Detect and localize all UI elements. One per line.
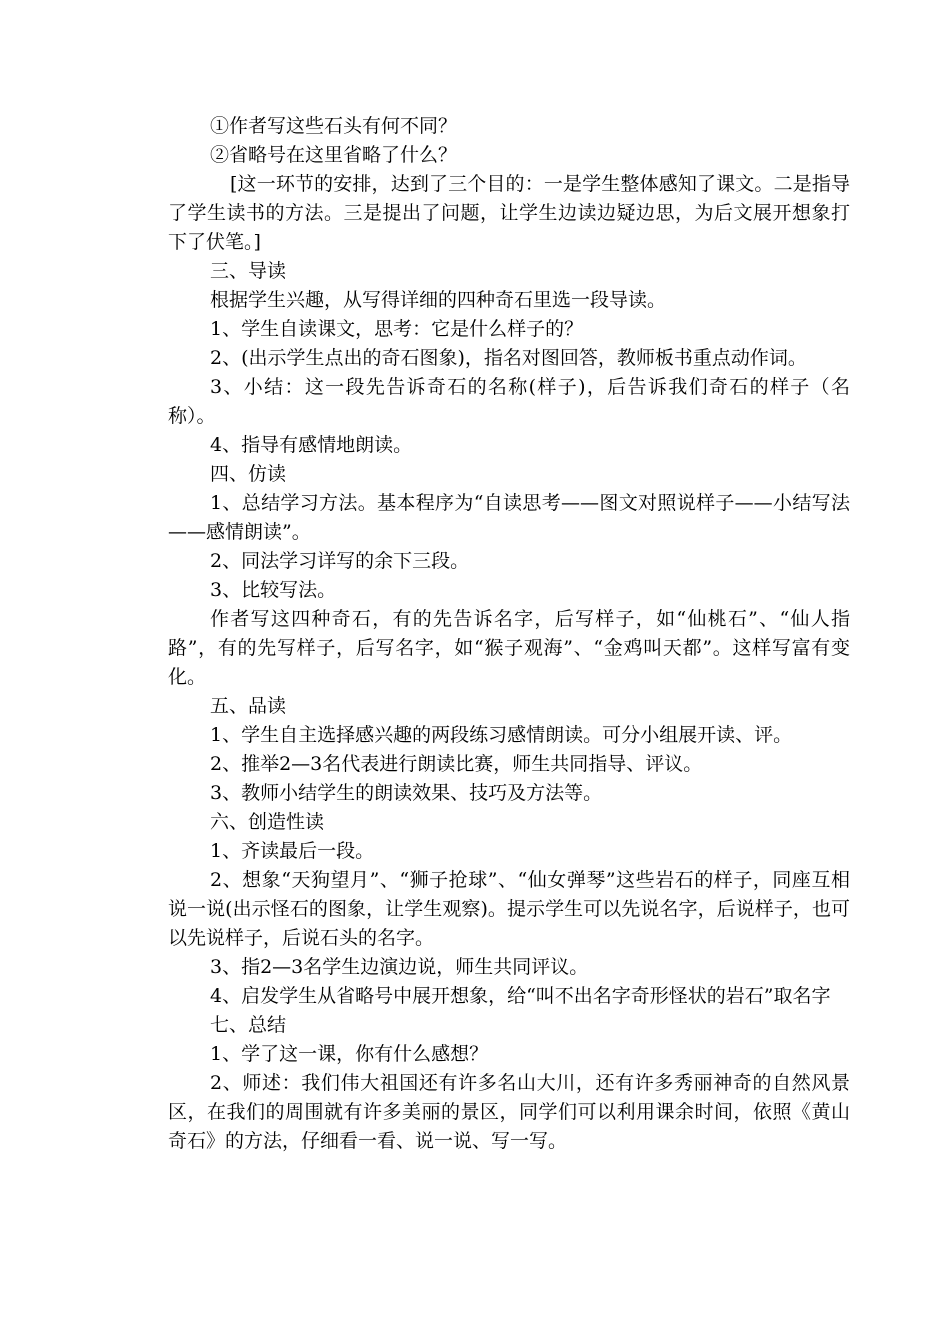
list-item: 1、总结学习方法。基本程序为“自读思考——图文对照说样子——小结写法——感情朗读”。 xyxy=(168,492,850,543)
section-heading-3: 三、导读 xyxy=(210,260,287,282)
list-item: 1、学了这一课，你有什么感想？ xyxy=(210,1043,489,1065)
list-item: 4、启发学生从省略号中展开想象，给“叫不出名字奇形怪状的岩石”取名字 xyxy=(210,985,831,1007)
list-item: 3、小结：这一段先告诉奇石的名称(样子)，后告诉我们奇石的样子（名称）。 xyxy=(168,376,850,427)
question-1: ①作者写这些石头有何不同？ xyxy=(210,115,458,137)
design-note: [这一环节的安排，达到了三个目的：一是学生整体感知了课文。二是指导了学生读书的方法。三是提出了问题，让学生边读边疑边思，为后文展开想象打下了伏笔。] xyxy=(168,173,850,253)
section-heading-4: 四、仿读 xyxy=(210,463,287,485)
question-2: ②省略号在这里省略了什么？ xyxy=(210,144,458,166)
section-heading-6: 六、创造性读 xyxy=(210,811,325,833)
list-item: 1、学生自主选择感兴趣的两段练习感情朗读。可分小组展开读、评。 xyxy=(210,724,793,746)
list-item: 3、教师小结学生的朗读效果、技巧及方法等。 xyxy=(210,782,603,804)
list-item: 2、(出示学生点出的奇石图象)，指名对图回答，教师板书重点动作词。 xyxy=(210,347,807,369)
section-heading-7: 七、总结 xyxy=(210,1014,287,1036)
list-item: 3、指2—3名学生边演边说，师生共同评议。 xyxy=(210,956,589,978)
list-item: 2、推举2—3名代表进行朗读比赛，师生共同指导、评议。 xyxy=(210,753,703,775)
list-item: 3、比较写法。 xyxy=(210,579,337,601)
list-item: 1、齐读最后一段。 xyxy=(210,840,375,862)
paragraph: 根据学生兴趣，从写得详细的四种奇石里选一段导读。 xyxy=(210,289,667,311)
list-item: 4、指导有感情地朗读。 xyxy=(210,434,413,456)
list-item: 1、学生自读课文，思考：它是什么样子的？ xyxy=(210,318,584,340)
list-item: 2、想象“天狗望月”、“狮子抢球”、“仙女弹琴”这些岩石的样子，同座互相说一说(出示怪石的图象，让学生观察)。提示学生可以先说名字，后说样子，也可以先说样子，后说石头的名字。 xyxy=(168,869,850,949)
paragraph: 作者写这四种奇石，有的先告诉名字，后写样子，如“仙桃石”、“仙人指路”，有的先写样子，后写名字，如“猴子观海”、“金鸡叫天都”。这样写富有变化。 xyxy=(168,608,850,688)
document-body xyxy=(168,112,850,1156)
list-item: 2、同法学习详写的余下三段。 xyxy=(210,550,470,572)
list-item: 2、师述：我们伟大祖国还有许多名山大川，还有许多秀丽神奇的自然风景区，在我们的周围就有许多美丽的景区，同学们可以利用课余时间，依照《黄山奇石》的方法，仔细看一看、说一说、写一写。 xyxy=(168,1072,850,1152)
section-heading-5: 五、品读 xyxy=(210,695,287,717)
